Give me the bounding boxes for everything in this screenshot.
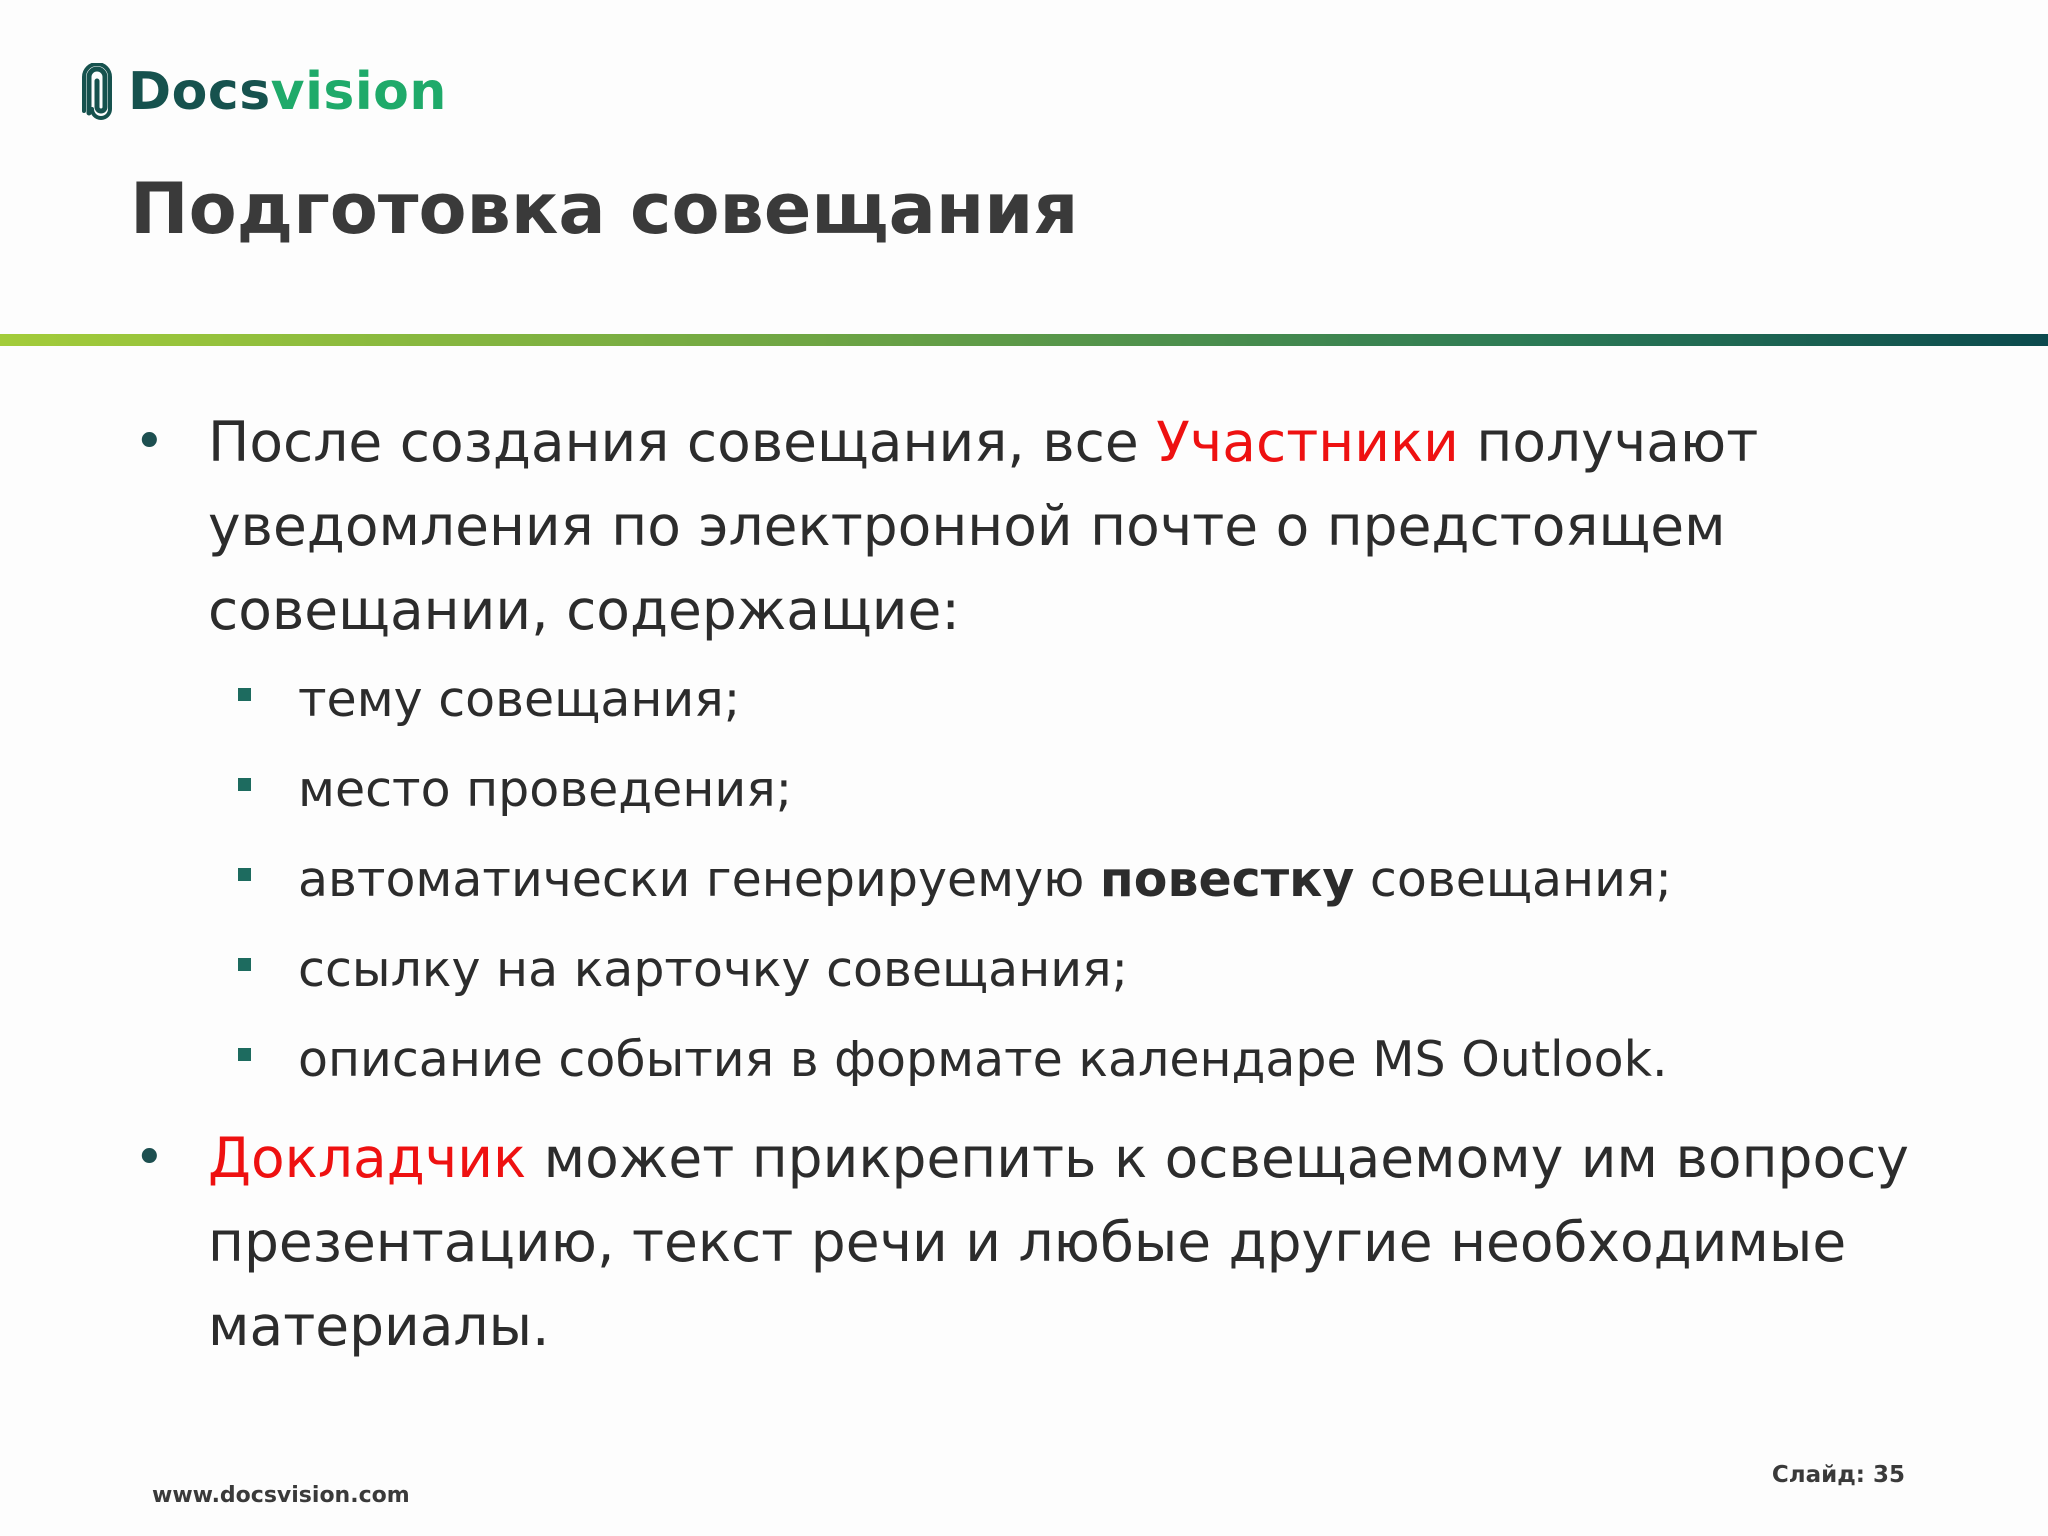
bullet-item: [134, 400, 1948, 652]
bullet-text-pre: После создания совещания, все: [208, 410, 1157, 474]
bullet-dot-icon: •: [134, 412, 165, 472]
sub-bullet-item: [298, 848, 1948, 912]
bullet-text-post: может прикрепить к освещаемому им вопросу презентацию, текст речи и любые другие необходимые материалы.: [208, 1126, 1909, 1358]
sub-bullet-text-pre: автоматически генерируемую: [298, 851, 1100, 908]
logo-text-doc: Docs: [128, 62, 271, 122]
sub-bullet-text-bold: повестку: [1099, 851, 1355, 908]
square-bullet-icon: [238, 958, 251, 971]
slide-title: Подготовка совещания: [130, 168, 1079, 250]
sub-bullet-text-post: совещания;: [1354, 851, 1672, 908]
paperclip-icon: [80, 63, 114, 121]
sub-bullet-text: тему совещания;: [298, 671, 741, 728]
gradient-divider: [0, 334, 2048, 346]
slide-number: Слайд: 35: [1771, 1462, 1905, 1488]
footer-url: www.docsvision.com: [152, 1483, 410, 1508]
square-bullet-icon: [238, 688, 251, 701]
bullet-dot-icon: •: [134, 1128, 165, 1188]
bullet-item: [134, 1116, 1948, 1368]
logo-text-vision: vision: [270, 62, 447, 122]
sub-bullet-item: [298, 758, 1948, 822]
highlight-speaker: Докладчик: [208, 1126, 527, 1190]
square-bullet-icon: [238, 868, 251, 881]
sub-bullet-text: описание события в формате календаре MS Outlook.: [298, 1031, 1668, 1088]
square-bullet-icon: [238, 1048, 251, 1061]
sub-bullet-text: ссылку на карточку совещания;: [298, 941, 1129, 998]
sub-bullet-text: место проведения;: [298, 761, 793, 818]
bullet-text-post: получают уведомления по электронной почте о предстоящем совещании, содержащие:: [208, 410, 1759, 642]
logo-text: [128, 62, 447, 122]
square-bullet-icon: [238, 778, 251, 791]
sub-bullet-item: [298, 1028, 1948, 1092]
sub-bullet-item: [298, 668, 1948, 732]
docsvision-logo: [80, 62, 447, 122]
highlight-participants: Участники: [1156, 410, 1459, 474]
sub-bullet-item: [298, 938, 1948, 1002]
